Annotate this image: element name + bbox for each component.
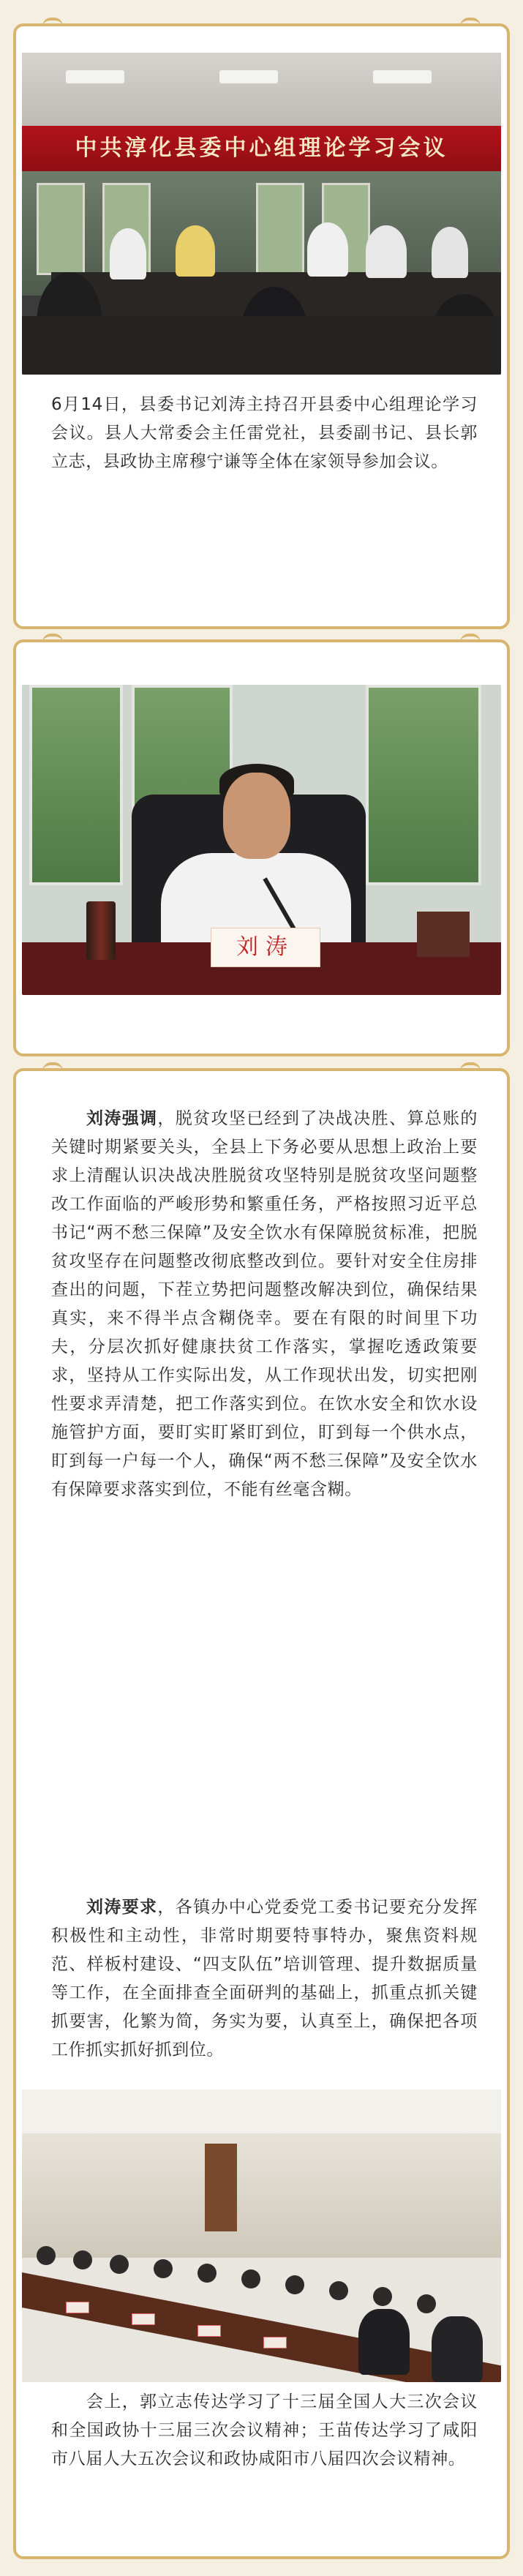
attendee xyxy=(366,225,407,278)
paragraph-body: ，脱贫攻坚已经到了决战决胜、算总账的关键时期紧要关头，全县上下务必要从思想上政治上要求上清醒认识决战决胜脱贫攻坚特别是脱贫攻坚问题整改工作面临的严峻形势和繁重任务，严格按照习近平总书记“两不愁三保障”及安全饮水有保障脱贫标准，把脱贫攻坚存在问题整改彻底整改到位。要针对安全住房排查出的问题，下茬立势把问题整改解决到位，确保结果真实，来不得半点含糊侥幸。要在有限的时间里下功夫，分层次抓好健康扶贫工作落实，掌握吃透政策要求，坚持从工作实际出发，从工作现状出发，切实把刚性要求弄清楚，把工作落实到位。在饮水安全和饮水设施管护方面，要盯实盯紧盯到位，盯到每一个供水点，盯到每一户每一个人，确保“两不愁三保障”及安全饮水有保障要求落实到位，不能有丝毫含糊。 xyxy=(51,1109,478,1499)
floor xyxy=(22,316,501,375)
nameplate xyxy=(132,2313,155,2325)
attendee xyxy=(373,2287,392,2306)
meeting-photo[interactable] xyxy=(22,53,501,375)
conference-room-photo[interactable] xyxy=(22,2089,501,2382)
tea-cup xyxy=(86,901,116,960)
attendee xyxy=(432,227,468,278)
back-wall xyxy=(22,2133,501,2258)
meeting-caption: 6月14日，县委书记刘涛主持召开县委中心组理论学习会议。县人大常委会主任雷党社，县委副书记、县长郭立志，县政协主席穆宁谦等全体在家领导参加会议。 xyxy=(51,395,478,471)
nameplate xyxy=(66,2302,89,2313)
speaker-nameplate: 刘涛 xyxy=(211,928,320,967)
attendee xyxy=(329,2281,348,2300)
attendee xyxy=(417,2294,436,2313)
speaker-photo[interactable] xyxy=(22,685,501,995)
ceiling xyxy=(22,2089,501,2133)
tissue-box xyxy=(417,912,470,957)
paragraph-liu-tao-stresses xyxy=(51,1105,478,1504)
window xyxy=(37,183,85,275)
paragraph-meeting-summary: 会上，郭立志传达学习了十三届全国人大三次会议和全国政协十三届三次会议精神；王苗传达学习了咸阳市八届人大五次会议和政协咸阳市八届四次会议精神。 xyxy=(51,2392,478,2468)
conference-table xyxy=(22,2272,501,2382)
article-card-3 xyxy=(13,1068,510,2559)
attendee xyxy=(358,2309,410,2375)
door xyxy=(205,2144,237,2231)
attendee xyxy=(432,2316,483,2382)
article-card-1 xyxy=(13,23,510,629)
lead-phrase: 刘涛强调 xyxy=(86,1109,158,1128)
article-card-2 xyxy=(13,639,510,1056)
attendee xyxy=(197,2264,217,2283)
attendee xyxy=(110,2255,129,2274)
ceiling-light xyxy=(373,70,432,83)
window xyxy=(366,685,481,885)
attendee xyxy=(73,2250,92,2269)
lead-phrase: 刘涛要求 xyxy=(86,1898,158,1917)
paragraph-liu-tao-requires xyxy=(51,1893,478,2065)
speaker-head xyxy=(223,773,290,859)
attendee xyxy=(241,2269,260,2288)
attendee xyxy=(154,2259,173,2278)
ceiling-light xyxy=(66,70,124,83)
attendee xyxy=(285,2275,304,2294)
paragraph-body: ，各镇办中心党委党工委书记要充分发挥积极性和主动性，非常时期要特事特办，聚焦资料规范、样板村建设、“四支队伍”培训管理、提升数据质量等工作，在全面排查全面研判的基础上，抓重点抓关键抓要害，化繁为简，务实为要，认真至上，确保把各项工作抓实抓好抓到位。 xyxy=(51,1898,478,2059)
window xyxy=(256,183,304,275)
attendee xyxy=(37,2246,56,2265)
attendee xyxy=(110,228,146,279)
attendee xyxy=(176,225,215,277)
nameplate xyxy=(263,2337,287,2348)
nameplate xyxy=(197,2325,221,2337)
ceiling-light xyxy=(219,70,278,83)
meeting-banner: 中共淳化县委中心组理论学习会议 xyxy=(22,126,501,171)
attendee xyxy=(307,222,348,277)
window xyxy=(29,685,123,885)
